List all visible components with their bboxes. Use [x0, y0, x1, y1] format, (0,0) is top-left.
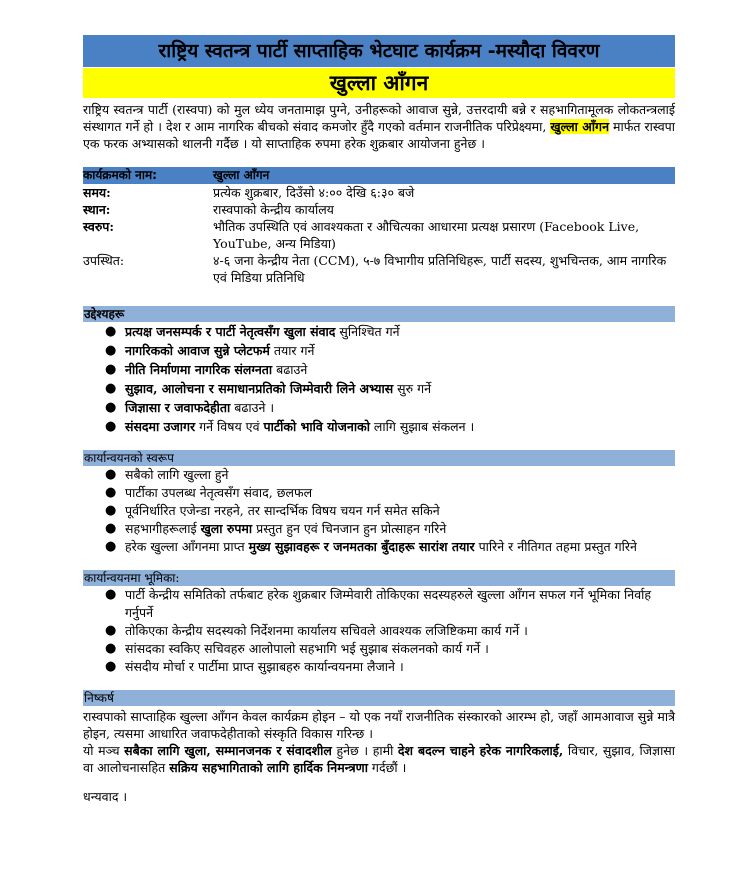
info-row: [83, 218, 675, 252]
intro-text-2: मार्फत रास्वपा एक फरक अभ्यासको थालनी गर्दैछ । यो साप्ताहिक रुपमा हरेक शुक्रबार आयोजना हुनेछ ।: [83, 119, 675, 151]
list-item: ● तोकिएका केन्द्रीय सदस्यको निर्देशनमा कार्यालय सचिवले आवश्यक लजिष्टिकमा कार्य गर्ने ।: [105, 623, 528, 638]
roles-list: [103, 586, 675, 676]
info-value: रास्वपाको केन्द्रीय कार्यालय: [213, 202, 334, 217]
bullet-icon: ●: [105, 587, 117, 602]
info-label: स्वरुप:: [83, 219, 115, 234]
closing-text: धन्यवाद ।: [83, 789, 128, 804]
list-item: ● संसदीय मोर्चा र पार्टीमा प्राप्त सुझाबहरु कार्यान्वयनमा लैजाने ।: [105, 659, 404, 674]
intro-paragraph: [83, 101, 675, 152]
list-item: ● जिज्ञासा र जवाफदेहीता बढाउने ।: [105, 400, 275, 415]
bullet-icon: ●: [105, 641, 117, 656]
document-page: [83, 35, 675, 805]
objectives-heading: उद्देश्यहरू: [83, 306, 675, 322]
conclusion-paragraph-2: यो मञ्च सबैका लागि खुला, सम्मानजनक र संवादशील हुनेछ । हामी देश बदल्न चाहने हरेक नागरिकलाई, विचार, सुझाव, जिज्ञासा वा आलोचनासहित सक्रिय सहभागिताको लागि हार्दिक निमन्त्रणा गर्दछौं ।: [83, 743, 675, 775]
list-item: ● सुझाव, आलोचना र समाधानप्रतिको जिम्मेवारी लिने अभ्यास सुरु गर्ने: [105, 381, 432, 396]
bullet-icon: ●: [105, 623, 117, 638]
list-item: ● सबैको लागि खुल्ला हुने: [105, 467, 229, 482]
implementation-list: [103, 466, 675, 556]
info-row: [83, 184, 675, 201]
program-name-value: खुल्ला आँगन: [213, 167, 675, 184]
info-value: ४-६ जना केन्द्रीय नेता (CCM), ५-७ विभागीय प्रतिनिधिहरू, पार्टी सदस्य, शुभचिन्तक, आम नागरिक एवं मिडिया प्रतिनिधि: [213, 253, 667, 285]
bullet-icon: ●: [105, 324, 117, 339]
list-item: ● पार्टीका उपलब्ध नेतृत्वसँग संवाद, छलफल: [105, 485, 313, 500]
list-item: ● पार्टी केन्द्रीय समितिको तर्फबाट हरेक शुक्रबार जिम्मेवारी तोकिएका सदस्यहरुले खुल्ला आँगन सफल गर्ने भूमिका निर्वाह गर्नुपर्ने: [105, 587, 652, 620]
bullet-icon: ●: [105, 539, 117, 554]
bullet-icon: ●: [105, 467, 117, 482]
bullet-icon: ●: [105, 362, 117, 377]
intro-highlight: खुल्ला आँगन: [550, 119, 610, 134]
roles-heading: कार्यान्वयनमा भूमिका:: [83, 570, 675, 586]
bullet-icon: ●: [105, 400, 117, 415]
bullet-icon: ●: [105, 381, 117, 396]
bullet-icon: ●: [105, 521, 117, 536]
list-item: ● नीति निर्माणमा नागरिक संलग्नता बढाउने: [105, 362, 308, 377]
program-info-table: [83, 167, 675, 286]
info-label: स्थान:: [83, 202, 111, 217]
list-item: ● संसदमा उजागर गर्ने विषय एवं पार्टीको भावि योजनाको लागि सुझाब संकलन ।: [105, 419, 475, 434]
info-row: [83, 252, 675, 286]
program-name-label: कार्यक्रमको नाम:: [83, 167, 213, 184]
program-name-row: [83, 167, 675, 184]
bullet-icon: ●: [105, 503, 117, 518]
info-value: भौतिक उपस्थिति एवं आवश्यकता र औचित्यका आधारमा प्रत्यक्ष प्रसारण (Facebook Live, YouTube, अन्य मिडिया): [213, 219, 640, 251]
document-subtitle: खुल्ला आँगन: [83, 68, 675, 98]
bullet-icon: ●: [105, 343, 117, 358]
info-row: [83, 201, 675, 218]
info-value: प्रत्येक शुक्रबार, दिउँसो ४:०० देखि ६:३० बजे: [213, 185, 415, 200]
list-item: ● प्रत्यक्ष जनसम्पर्क र पार्टी नेतृत्वसँग खुला संवाद सुनिश्चित गर्ने: [105, 324, 400, 339]
list-item: ● हरेक खुल्ला आँगनमा प्राप्त मुख्य सुझावहरू र जनमतका बुँदाहरू सारांश तयार पारिने र नीतिगत तहमा प्रस्तुत गरिने: [105, 539, 637, 554]
info-label: उपस्थित:: [83, 253, 125, 268]
implementation-heading: कार्यान्वयनको स्वरूप: [83, 450, 675, 466]
list-item: ● नागरिकको आवाज सुन्ने प्लेटफर्म तयार गर्ने: [105, 343, 315, 358]
conclusion-heading: निष्कर्ष: [83, 690, 675, 706]
bullet-icon: ●: [105, 485, 117, 500]
list-item: ● पूर्वनिर्धारित एजेन्डा नरहने, तर सान्दर्भिक विषय चयन गर्न समेत सकिने: [105, 503, 440, 518]
objectives-list: [103, 322, 675, 436]
bullet-icon: ●: [105, 659, 117, 674]
document-title: राष्ट्रिय स्वतन्त्र पार्टी साप्ताहिक भेटघाट कार्यक्रम -मस्यौदा विवरण: [83, 35, 675, 67]
info-label: समय:: [83, 185, 111, 200]
conclusion-paragraph-1: रास्वपाको साप्ताहिक खुल्ला आँगन केवल कार्यक्रम होइन – यो एक नयाँ राजनीतिक संस्कारको आरम्भ हो, जहाँ आमआवाज सुन्ने मात्रै होइन, त्यसमा आधारित जवाफदेहीताको संस्कृति विकास गरिन्छ ।: [83, 709, 675, 741]
list-item: ● सहभागीहरूलाई खुला रुपमा प्रस्तुत हुन एवं चिनजान हुन प्रोत्साहन गरिने: [105, 521, 447, 536]
intro-text-1: राष्ट्रिय स्वतन्त्र पार्टी (रास्वपा) को मुल ध्येय जनतामाझ पुग्ने, उनीहरूको आवाज सुन्ने, उत्तरदायी बन्ने र सहभागितामूलक लोकतन्त्रलाई संस्थागत गर्ने हो । देश र आम नागरिक बीचको संवाद कमजोर हुँदै गएको वर्तमान राजनीतिक परिप्रेक्ष्यमा,: [83, 102, 675, 134]
list-item: ● सांसदका स्वकिए सचिवहरु आलोपालो सहभागि भई सुझाब संकलनको कार्य गर्ने ।: [105, 641, 489, 656]
bullet-icon: ●: [105, 419, 117, 434]
